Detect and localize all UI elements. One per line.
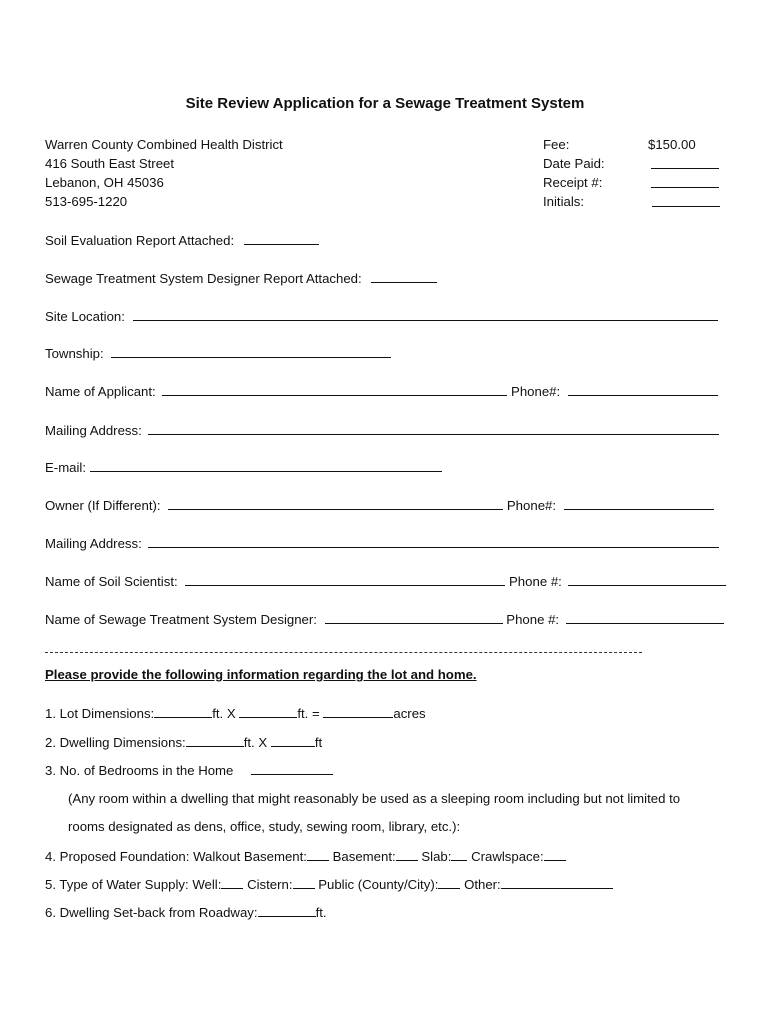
dwelling-dimensions-label: 2. Dwelling Dimensions: (45, 735, 186, 750)
mailing-address-field-2[interactable] (148, 535, 719, 548)
cistern-field[interactable] (293, 876, 315, 889)
soil-scientist-row (45, 573, 726, 590)
public-field[interactable] (438, 876, 460, 889)
bedrooms-label: 3. No. of Bedrooms in the Home (45, 763, 234, 778)
designer-report-label: Sewage Treatment System Designer Report Attached: (45, 271, 362, 286)
slab-field[interactable] (451, 848, 467, 861)
lot-acres-label: acres (393, 706, 426, 721)
other-label: Other: (464, 877, 501, 892)
applicant-name-field[interactable] (162, 383, 507, 396)
lot-dimensions-label: 1. Lot Dimensions: (45, 706, 155, 721)
well-field[interactable] (221, 876, 243, 889)
designer-report-field[interactable] (371, 270, 437, 283)
lot-length-field[interactable] (154, 705, 212, 718)
applicant-phone-label: Phone#: (511, 384, 561, 399)
township-row (45, 345, 391, 362)
system-designer-row (45, 611, 724, 628)
dwelling-width-field[interactable] (271, 734, 315, 747)
dwelling-length-field[interactable] (186, 734, 244, 747)
page-title: Site Review Application for a Sewage Treatment System (185, 95, 585, 112)
bedroom-note-1: (Any room within a dwelling that might reasonably be used as a sleeping room including but not limited to (68, 791, 681, 806)
site-location-row (45, 308, 718, 325)
slab-label: Slab: (421, 849, 452, 864)
cistern-label: Cistern: (247, 877, 293, 892)
mailing-address-label-2: Mailing Address: (45, 536, 142, 551)
soil-report-label: Soil Evaluation Report Attached: (45, 233, 235, 248)
setback-ft: ft. (315, 905, 327, 920)
system-designer-field[interactable] (325, 611, 503, 624)
lot-ft-eq: ft. = (297, 706, 320, 721)
date-paid-label: Date Paid: (543, 156, 605, 171)
system-designer-label: Name of Sewage Treatment System Designer: (45, 612, 317, 627)
agency-city: Lebanon, OH 45036 (45, 175, 164, 190)
other-field[interactable] (501, 876, 613, 889)
basement-label: Basement: (332, 849, 396, 864)
mailing-address-row-2 (45, 535, 719, 552)
soil-scientist-phone-label: Phone #: (509, 574, 562, 589)
agency-phone: 513-695-1220 (45, 194, 128, 209)
owner-field[interactable] (168, 497, 503, 510)
soil-report-row (45, 232, 319, 249)
email-field[interactable] (90, 459, 442, 472)
owner-phone-field[interactable] (564, 497, 714, 510)
foundation-label: 4. Proposed Foundation: Walkout Basement: (45, 849, 307, 864)
soil-scientist-phone-field[interactable] (568, 573, 726, 586)
agency-street: 416 South East Street (45, 156, 175, 171)
site-location-field[interactable] (133, 308, 718, 321)
soil-scientist-label: Name of Soil Scientist: (45, 574, 178, 589)
crawlspace-field[interactable] (544, 848, 566, 861)
site-location-label: Site Location: (45, 309, 125, 324)
bedrooms-field[interactable] (251, 762, 333, 775)
mailing-address-label-1: Mailing Address: (45, 423, 142, 438)
lot-ft-x: ft. X (212, 706, 236, 721)
mailing-address-field-1[interactable] (148, 422, 719, 435)
water-supply-label: 5. Type of Water Supply: Well: (45, 877, 222, 892)
public-label: Public (County/City): (318, 877, 439, 892)
applicant-name-label: Name of Applicant: (45, 384, 156, 399)
dwelling-dimensions-row (45, 734, 322, 751)
setback-label: 6. Dwelling Set-back from Roadway: (45, 905, 258, 920)
receipt-field[interactable] (651, 175, 719, 192)
soil-scientist-field[interactable] (185, 573, 505, 586)
initials-field[interactable] (652, 194, 720, 211)
bedrooms-row (45, 762, 333, 779)
basement-field[interactable] (396, 848, 418, 861)
lot-info-heading: Please provide the following information regarding the lot and home. (45, 667, 477, 682)
fee-label: Fee: (543, 137, 570, 152)
applicant-phone-field[interactable] (568, 383, 718, 396)
initials-label: Initials: (543, 194, 585, 209)
soil-report-field[interactable] (244, 232, 319, 245)
lot-acres-field[interactable] (323, 705, 393, 718)
township-label: Township: (45, 346, 104, 361)
applicant-row (45, 383, 718, 400)
setback-row (45, 904, 327, 921)
date-paid-field[interactable] (651, 156, 719, 173)
email-row (45, 459, 442, 476)
email-label: E-mail: (45, 460, 87, 475)
fee-value: $150.00 (648, 137, 696, 152)
lot-width-field[interactable] (239, 705, 297, 718)
owner-row (45, 497, 714, 514)
system-designer-phone-field[interactable] (566, 611, 724, 624)
dwelling-ft: ft (314, 735, 323, 750)
lot-dimensions-row (45, 705, 426, 722)
setback-field[interactable] (258, 904, 316, 917)
walkout-basement-field[interactable] (307, 848, 329, 861)
mailing-address-row-1 (45, 422, 719, 439)
receipt-label: Receipt #: (543, 175, 603, 190)
bedroom-note-2: rooms designated as dens, office, study, sewing room, library, etc.): (68, 819, 461, 834)
owner-phone-label: Phone#: (506, 498, 557, 513)
system-designer-phone-label: Phone #: (506, 612, 560, 627)
designer-report-row (45, 270, 437, 287)
crawlspace-label: Crawlspace: (471, 849, 544, 864)
water-supply-row (45, 876, 613, 893)
township-field[interactable] (111, 345, 391, 358)
agency-name: Warren County Combined Health District (45, 137, 283, 152)
owner-label: Owner (If Different): (45, 498, 161, 513)
dashed-divider (45, 652, 642, 653)
dwelling-ft-x: ft. X (243, 735, 268, 750)
foundation-row (45, 848, 566, 865)
